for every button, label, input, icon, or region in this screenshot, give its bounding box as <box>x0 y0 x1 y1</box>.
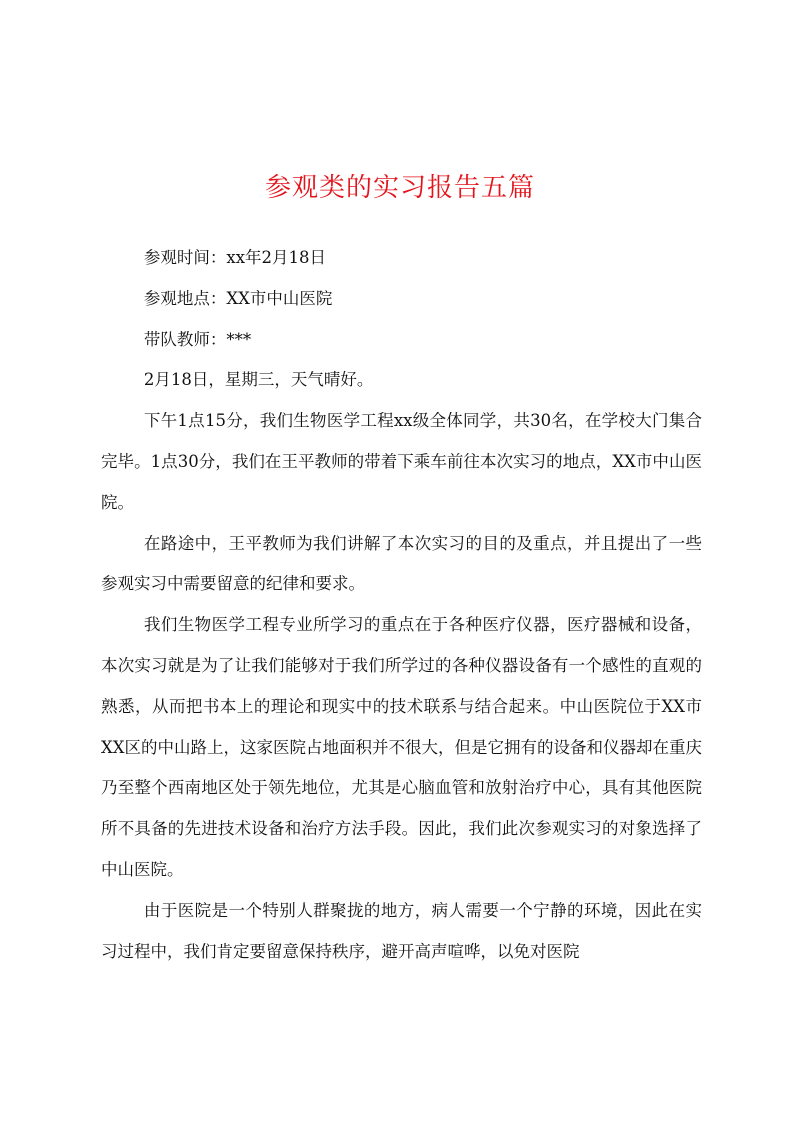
paragraph-visit-time: 参观时间：xx年2月18日 <box>143 248 326 267</box>
paragraph-date-weather: 2月18日，星期三，天气晴好。 <box>143 370 374 390</box>
paragraph-teacher: 带队教师：*** <box>143 329 252 349</box>
paragraph-visit-location: 参观地点：XX市中山医院 <box>143 288 333 308</box>
document-body <box>101 238 702 972</box>
document-title: 参观类的实习报告五篇 <box>264 173 535 203</box>
paragraph-departure: 下午1点15分，我们生物医学工程xx级全体同学，共30名，在学校大门集合完毕。1点30分，我们在王平教师的带着下乘车前往本次实习的地点，XX市中山医院。 <box>101 411 702 512</box>
paragraph-on-the-way: 在路途中，王平教师为我们讲解了本次实习的目的及重点，并且提出了一些参观实习中需要留意的纪律和要求。 <box>101 533 702 594</box>
paragraph-hospital-rules: 由于医院是一个特别人群聚拢的地方，病人需要一个宁静的环境，因此在实习过程中，我们肯定要留意保持秩序，避开高声喧哗，以免对医院 <box>101 900 702 961</box>
paragraph-purpose: 我们生物医学工程专业所学习的重点在于各种医疗仪器，医疗器械和设备，本次实习就是为了让我们能够对于我们所学过的各种仪器设备有一个感性的直观的熟悉，从而把书本上的理论和现实中的技术联系与结合起来。中山医院位于XX市XX区的中山路上，这家医院占地面积并不很大，但是它拥有的设备和仪器却在重庆乃至整个西南地区处于领先地位，尤其是心脑血管和放射治疗中心，具有其他医院所不具备的先进技术设备和治疗方法手段。因此，我们此次参观实习的对象选择了中山医院。 <box>101 615 702 879</box>
